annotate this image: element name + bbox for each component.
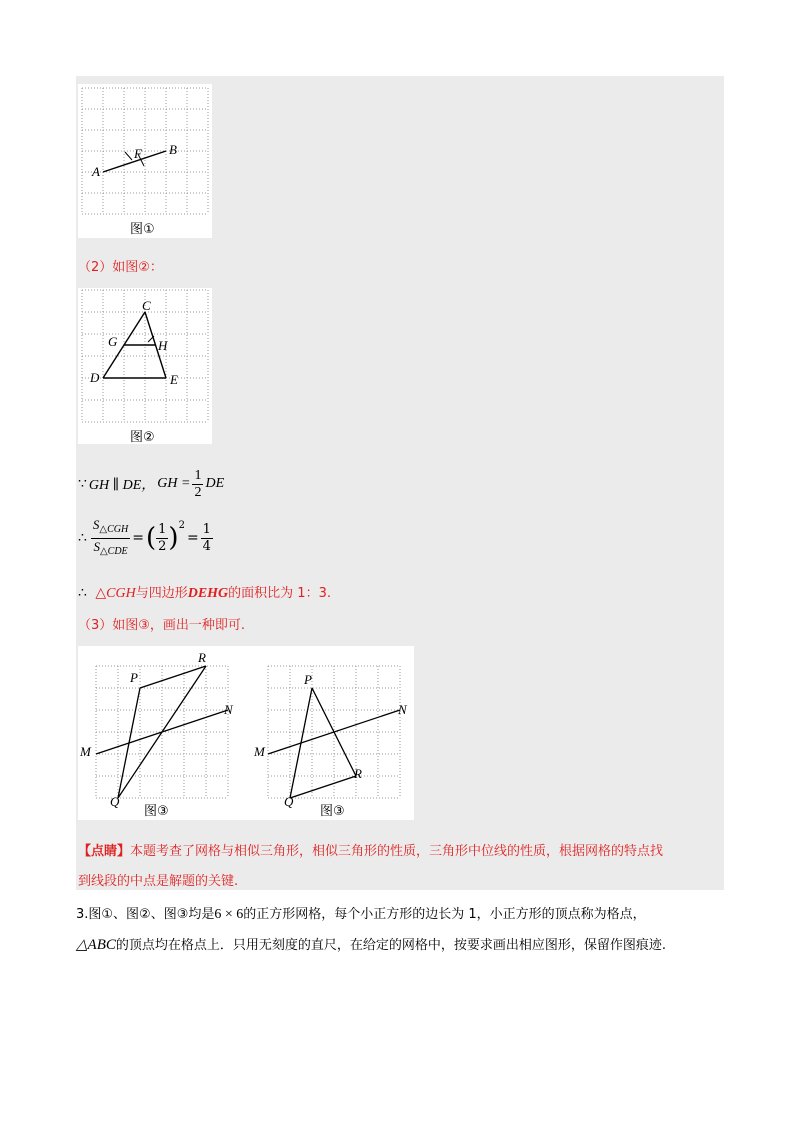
exponent: 2 <box>178 520 185 531</box>
fig3a-point-n: N <box>224 702 233 717</box>
result-fraction <box>201 522 213 555</box>
half-fraction <box>192 468 203 501</box>
equals-2: = <box>186 530 199 546</box>
part-3-label: （3）如图③，画出一种即可. <box>78 618 246 633</box>
de-tail: DE <box>205 476 225 491</box>
quad-dehg: DEHG <box>187 586 229 601</box>
fig3a-point-p: P <box>130 670 138 685</box>
point-f-label: F <box>134 146 142 161</box>
conclusion-line <box>78 582 331 602</box>
fig3b-point-q: Q <box>284 794 294 809</box>
fig3a-point-m: M <box>80 744 91 759</box>
tick-1 <box>125 152 132 160</box>
half-denominator: 2 <box>194 484 202 500</box>
because-line <box>78 466 224 502</box>
fig3b-point-m: M <box>254 744 265 759</box>
fig3a-point-q: Q <box>110 794 120 809</box>
point-e-label: E <box>170 372 178 387</box>
figure-3-drawings <box>78 646 414 820</box>
paren-denominator: 2 <box>158 538 167 554</box>
result-denominator: 4 <box>202 538 211 554</box>
part-2-label: （2）如图②： <box>78 260 163 275</box>
grid-size: 6 × 6 <box>214 907 244 922</box>
right-paren: ) <box>168 523 179 553</box>
figure-1-caption: 图① <box>130 222 155 237</box>
problem-3-line-1 <box>76 903 646 923</box>
result-numerator: 1 <box>202 521 211 537</box>
problem-3-instruction: 的顶点均在格点上．只用无刻度的直尺，在给定的网格中，按要求画出相应图形，保留作图痕迹. <box>115 938 667 953</box>
sub-cgh: △CGH <box>99 523 129 535</box>
figure-3b-shapes <box>268 688 400 798</box>
figure-3a-caption: 图③ <box>144 804 169 819</box>
figure-2 <box>78 288 212 444</box>
sub-cde: △CDE <box>99 545 128 557</box>
comment-line-1 <box>78 840 663 859</box>
paren-numerator: 1 <box>158 521 167 537</box>
triangle-cgh: △CGH <box>95 586 136 601</box>
fig3b-point-n: N <box>398 702 407 717</box>
s-bottom: S <box>93 538 100 554</box>
half-numerator: 1 <box>194 467 202 483</box>
problem-3-intro: 3.图①、图②、图③均是 <box>76 907 215 922</box>
figure-1 <box>78 84 212 238</box>
area-ratio-fraction <box>91 517 130 560</box>
figure-3b-caption: 图③ <box>320 804 345 819</box>
area-ratio-denominator <box>91 539 130 560</box>
left-paren: ( <box>145 523 157 553</box>
s-top: S <box>92 516 100 532</box>
point-h-label: H <box>158 338 168 353</box>
point-b-label: B <box>169 142 177 157</box>
figure-1-grid <box>78 84 212 238</box>
point-g-label: G <box>108 334 118 349</box>
problem-3-line-2 <box>76 934 666 954</box>
problem-3-rest: 的正方形网格，每个小正方形的边长为 1，小正方形的顶点称为格点， <box>243 907 646 922</box>
fig3b-point-p: P <box>304 672 312 687</box>
point-d-label: D <box>90 370 100 385</box>
area-ratio-numerator <box>91 517 130 539</box>
point-a-label: A <box>92 164 100 179</box>
fig3b-point-r: R <box>354 766 362 781</box>
ratio-line <box>78 516 213 560</box>
triangle-abc: △ABC <box>76 937 116 953</box>
comment-tag: 【点睛】 <box>78 844 131 859</box>
therefore-symbol-2: ∴ <box>78 585 87 601</box>
equals-1: = <box>132 530 144 546</box>
gh-equals: GH = <box>157 476 191 491</box>
parallel-statement: GH ∥ DE， <box>88 478 156 493</box>
figure-3a-shapes <box>96 666 228 798</box>
conclusion-text-1: 与四边形 <box>135 586 188 601</box>
paren-fraction <box>156 522 168 555</box>
because-symbol: ∵ <box>78 476 87 492</box>
point-c-label: C <box>142 298 151 313</box>
figure-2-caption: 图② <box>130 430 155 445</box>
therefore-symbol: ∴ <box>78 530 87 546</box>
comment-line-2: 到线段的中点是解题的关键. <box>78 874 239 889</box>
comment-text-1: 本题考查了网格与相似三角形，相似三角形的性质，三角形中位线的性质，根据网格的特点找 <box>130 844 664 859</box>
figure-3-panel <box>78 646 414 820</box>
fig3a-point-r: R <box>198 650 206 665</box>
conclusion-text-2: 的面积比为 1：3. <box>228 586 331 601</box>
